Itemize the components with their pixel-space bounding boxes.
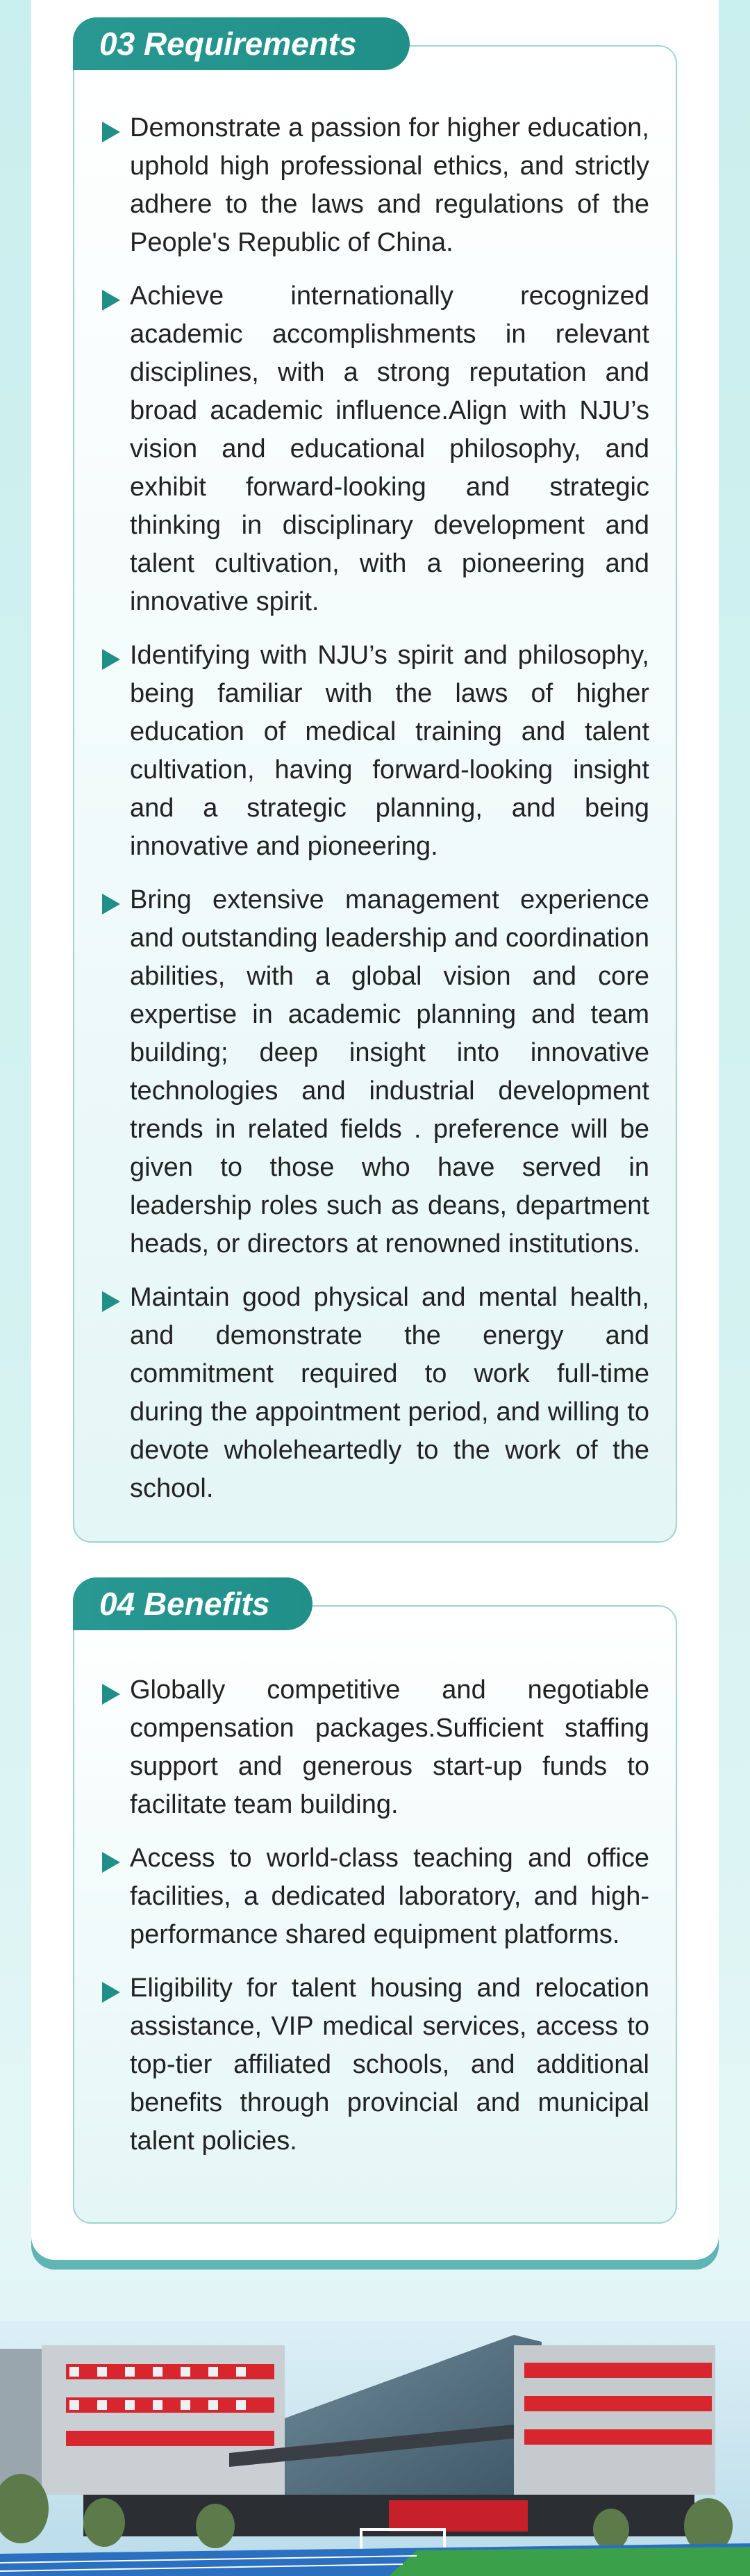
list-item-text: Identifying with NJU’s spirit and philosophy, being familiar with the laws of higher education of medical training and talent cultivation, having forward-looking insight and a strategic planning, and being innovative and pioneering. — [130, 641, 649, 861]
list-item-text: Achieve internationally recognized academic accomplishments in relevant disciplines, with a strong reputation and broad academic influence.Align with NJU’s vision and educational philosophy, and exhibit forward-looking and strategic thinking in disciplinary development and talent cultivation, with a pioneering and innovative spirit. — [130, 281, 649, 616]
triangle-bullet-icon — [102, 649, 120, 670]
campus-building-image — [0, 2321, 750, 2576]
list-item — [101, 881, 649, 1263]
list-item — [101, 1671, 649, 1824]
requirements-title: 03 Requirements — [73, 17, 410, 70]
triangle-bullet-icon — [102, 1291, 120, 1312]
list-item-text: Eligibility for talent housing and relocation assistance, VIP medical services, access to top-tier affiliated schools, and additional benefits through provincial and municipal talent policies. — [130, 1974, 649, 2156]
triangle-bullet-icon — [102, 1684, 120, 1705]
list-item — [101, 637, 649, 866]
list-item-text: Demonstrate a passion for higher education, uphold high professional ethics, and strictly adhere to the laws and regulations of the People's Republic of China. — [130, 113, 649, 257]
triangle-bullet-icon — [102, 894, 120, 914]
list-item — [101, 277, 649, 621]
list-item — [101, 1279, 649, 1508]
benefits-list — [101, 1671, 649, 2176]
triangle-bullet-icon — [102, 290, 120, 311]
triangle-bullet-icon — [102, 1982, 120, 2003]
list-item-text: Globally competitive and negotiable compensation packages.Sufficient staffing support and generous start-up funds to facilitate team building. — [130, 1675, 649, 1819]
benefits-title: 04 Benefits — [73, 1577, 312, 1630]
list-item — [101, 109, 649, 262]
list-item-text: Bring extensive management experience and outstanding leadership and coordination abilities, with a global vision and core expertise in academic planning and team building; deep insight into innovative technologies and industrial development trends in related fields . preference will be given to those who have served in leadership roles such as deans, department heads, or directors at renowned institutions. — [130, 885, 649, 1258]
list-item — [101, 1969, 649, 2160]
triangle-bullet-icon — [102, 1852, 120, 1873]
list-item-text: Access to world-class teaching and office facilities, a dedicated laboratory, and high-performance shared equipment platforms. — [130, 1844, 649, 1949]
list-item — [101, 1839, 649, 1954]
list-item-text: Maintain good physical and mental health, and demonstrate the energy and commitment required to work full-time during the appointment period, and willing to devote wholeheartedly to the work of the school. — [130, 1283, 649, 1503]
requirements-list — [101, 109, 649, 1523]
triangle-bullet-icon — [102, 122, 120, 142]
